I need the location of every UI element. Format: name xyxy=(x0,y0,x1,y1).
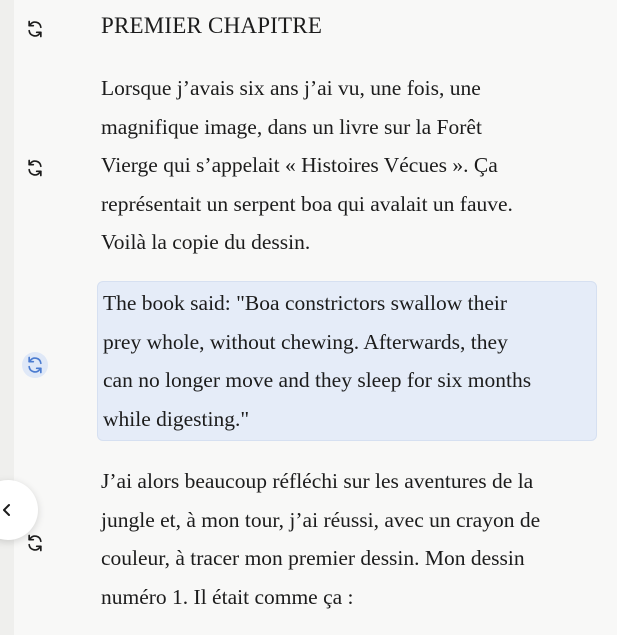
paragraph-line: magnifique image, dans un livre sur la Forêt xyxy=(101,114,482,139)
sync-arrows-icon xyxy=(25,158,45,178)
paragraph-2-translated xyxy=(103,284,593,438)
paragraph-line: Lorsque j’avais six ans j’ai vu, une fois, une xyxy=(101,76,481,100)
paragraph-line: can no longer move and they sleep for six months xyxy=(103,368,532,393)
paragraph-line: J’ai alors beaucoup réfléchi sur les aventures de la xyxy=(101,469,534,493)
chevron-left-icon xyxy=(0,503,14,517)
sync-arrows-icon xyxy=(25,19,45,39)
chapter-title: PREMIER CHAPITRE xyxy=(101,13,323,38)
paragraph-line: Vierge qui s’appelait « Histoires Vécues ». Ça xyxy=(101,153,498,178)
translate-toggle-paragraph-1[interactable] xyxy=(22,155,48,181)
translated-paragraph-highlight xyxy=(97,281,597,441)
paragraph-line: prey whole, without chewing. Afterwards, they xyxy=(103,329,508,354)
paragraph-line: Voilà la copie du dessin. xyxy=(101,230,311,255)
paragraph-line: The book said: "Boa constrictors swallow their xyxy=(103,291,508,315)
sync-arrows-icon xyxy=(25,355,45,375)
paragraph-1 xyxy=(101,69,601,262)
paragraph-3 xyxy=(101,462,601,616)
sync-arrows-icon xyxy=(25,533,45,553)
paragraph-line: représentait un serpent boa qui avalait un fauve. xyxy=(101,191,513,216)
translate-toggle-paragraph-2[interactable] xyxy=(22,352,48,378)
translate-toggle-title[interactable] xyxy=(22,16,48,42)
paragraph-line: jungle et, à mon tour, j’ai réussi, avec un crayon de xyxy=(101,507,541,532)
paragraph-line: while digesting." xyxy=(103,406,250,431)
paragraph-line: couleur, à tracer mon premier dessin. Mon dessin xyxy=(101,546,525,571)
paragraph-line: numéro 1. Il était comme ça : xyxy=(101,584,354,609)
